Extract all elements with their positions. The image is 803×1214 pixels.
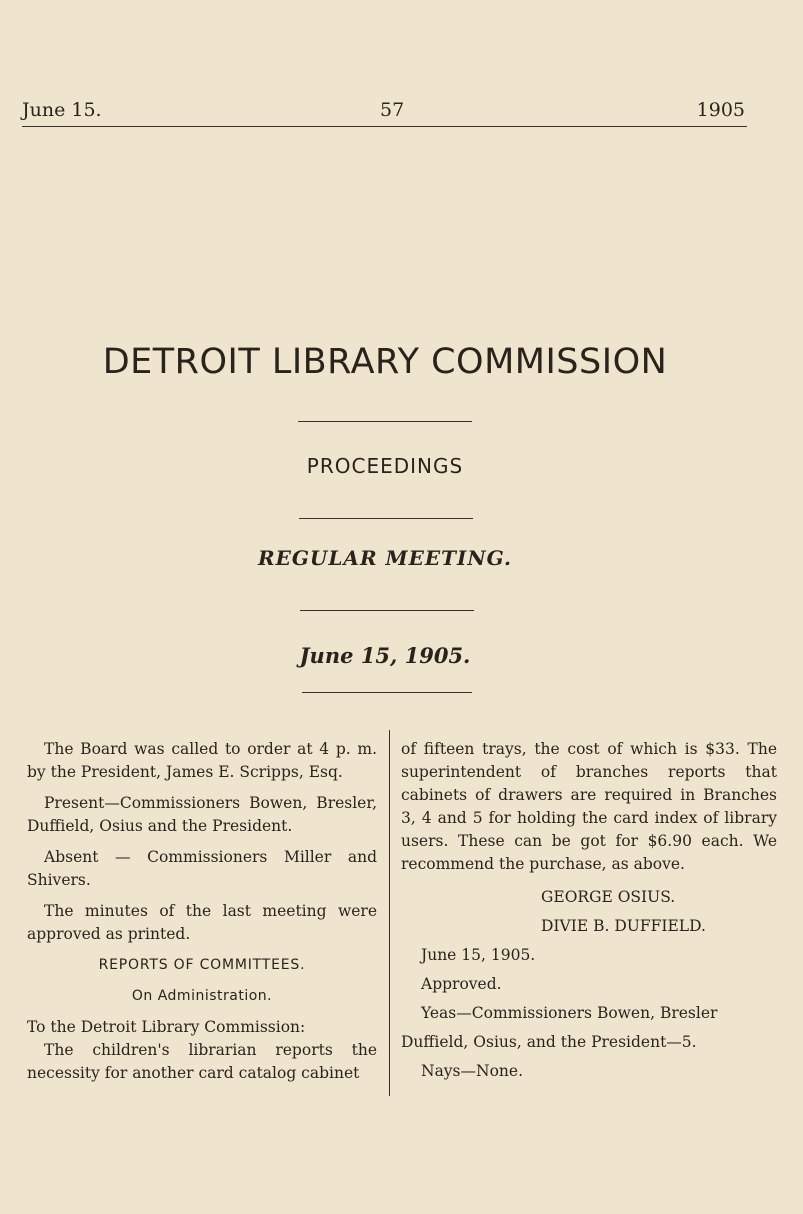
header-rule (22, 126, 747, 127)
administration-heading: On Administration. (131, 988, 273, 1004)
reports-heading: REPORTS OF COMMITTEES. (98, 957, 306, 973)
left-column (27, 738, 377, 1085)
report-paragraph: The children's librarian reports the necessity for another card catalog cabinet (27, 1041, 377, 1082)
present-paragraph: Present—Commissioners Bowen, Bresler, Duffield, Osius and the President. (27, 794, 377, 835)
report-date: June 15, 1905. (421, 946, 536, 964)
right-column (401, 738, 777, 1083)
divider-rule (299, 518, 473, 519)
absent-paragraph: Absent — Commissioners Miller and Shivers. (27, 848, 377, 889)
page-title: DETROIT LIBRARY COMMISSION (102, 342, 668, 382)
signature-duffield: DIVIE B. DUFFIELD. (541, 917, 706, 935)
divider-rule (302, 692, 472, 693)
section-subtitle: PROCEEDINGS (306, 454, 464, 478)
meeting-type-heading: REGULAR MEETING. (257, 546, 513, 570)
divider-rule (300, 610, 474, 611)
yeas-continuation: Duffield, Osius, and the President—5. (401, 1033, 697, 1051)
running-header-date: June 15. (22, 99, 102, 121)
minutes-paragraph: The minutes of the last meeting were approved as printed. (27, 902, 377, 943)
report-continuation: of fifteen trays, the cost of which is $33. The superintendent of branches reports that cabinets of drawers are required in Branches 3, 4 and 5 for holding the card index of library users. These can be got for $6.90 each. We recommend the purchase, as above. (401, 740, 777, 873)
running-header-year: 1905 (696, 99, 745, 121)
yeas-line: Yeas—Commissioners Bowen, Bresler (421, 1004, 718, 1022)
page-number: 57 (380, 99, 405, 121)
signature-osius: GEORGE OSIUS. (541, 888, 676, 906)
meeting-date-heading: June 15, 1905. (299, 643, 471, 668)
column-divider (389, 730, 390, 1096)
divider-rule (298, 421, 472, 422)
approved-text: Approved. (421, 975, 502, 993)
call-to-order-paragraph: The Board was called to order at 4 p. m. by the President, James E. Scripps, Esq. (27, 740, 377, 781)
salutation: To the Detroit Library Commission: (27, 1018, 306, 1036)
nays-line: Nays—None. (421, 1062, 523, 1080)
